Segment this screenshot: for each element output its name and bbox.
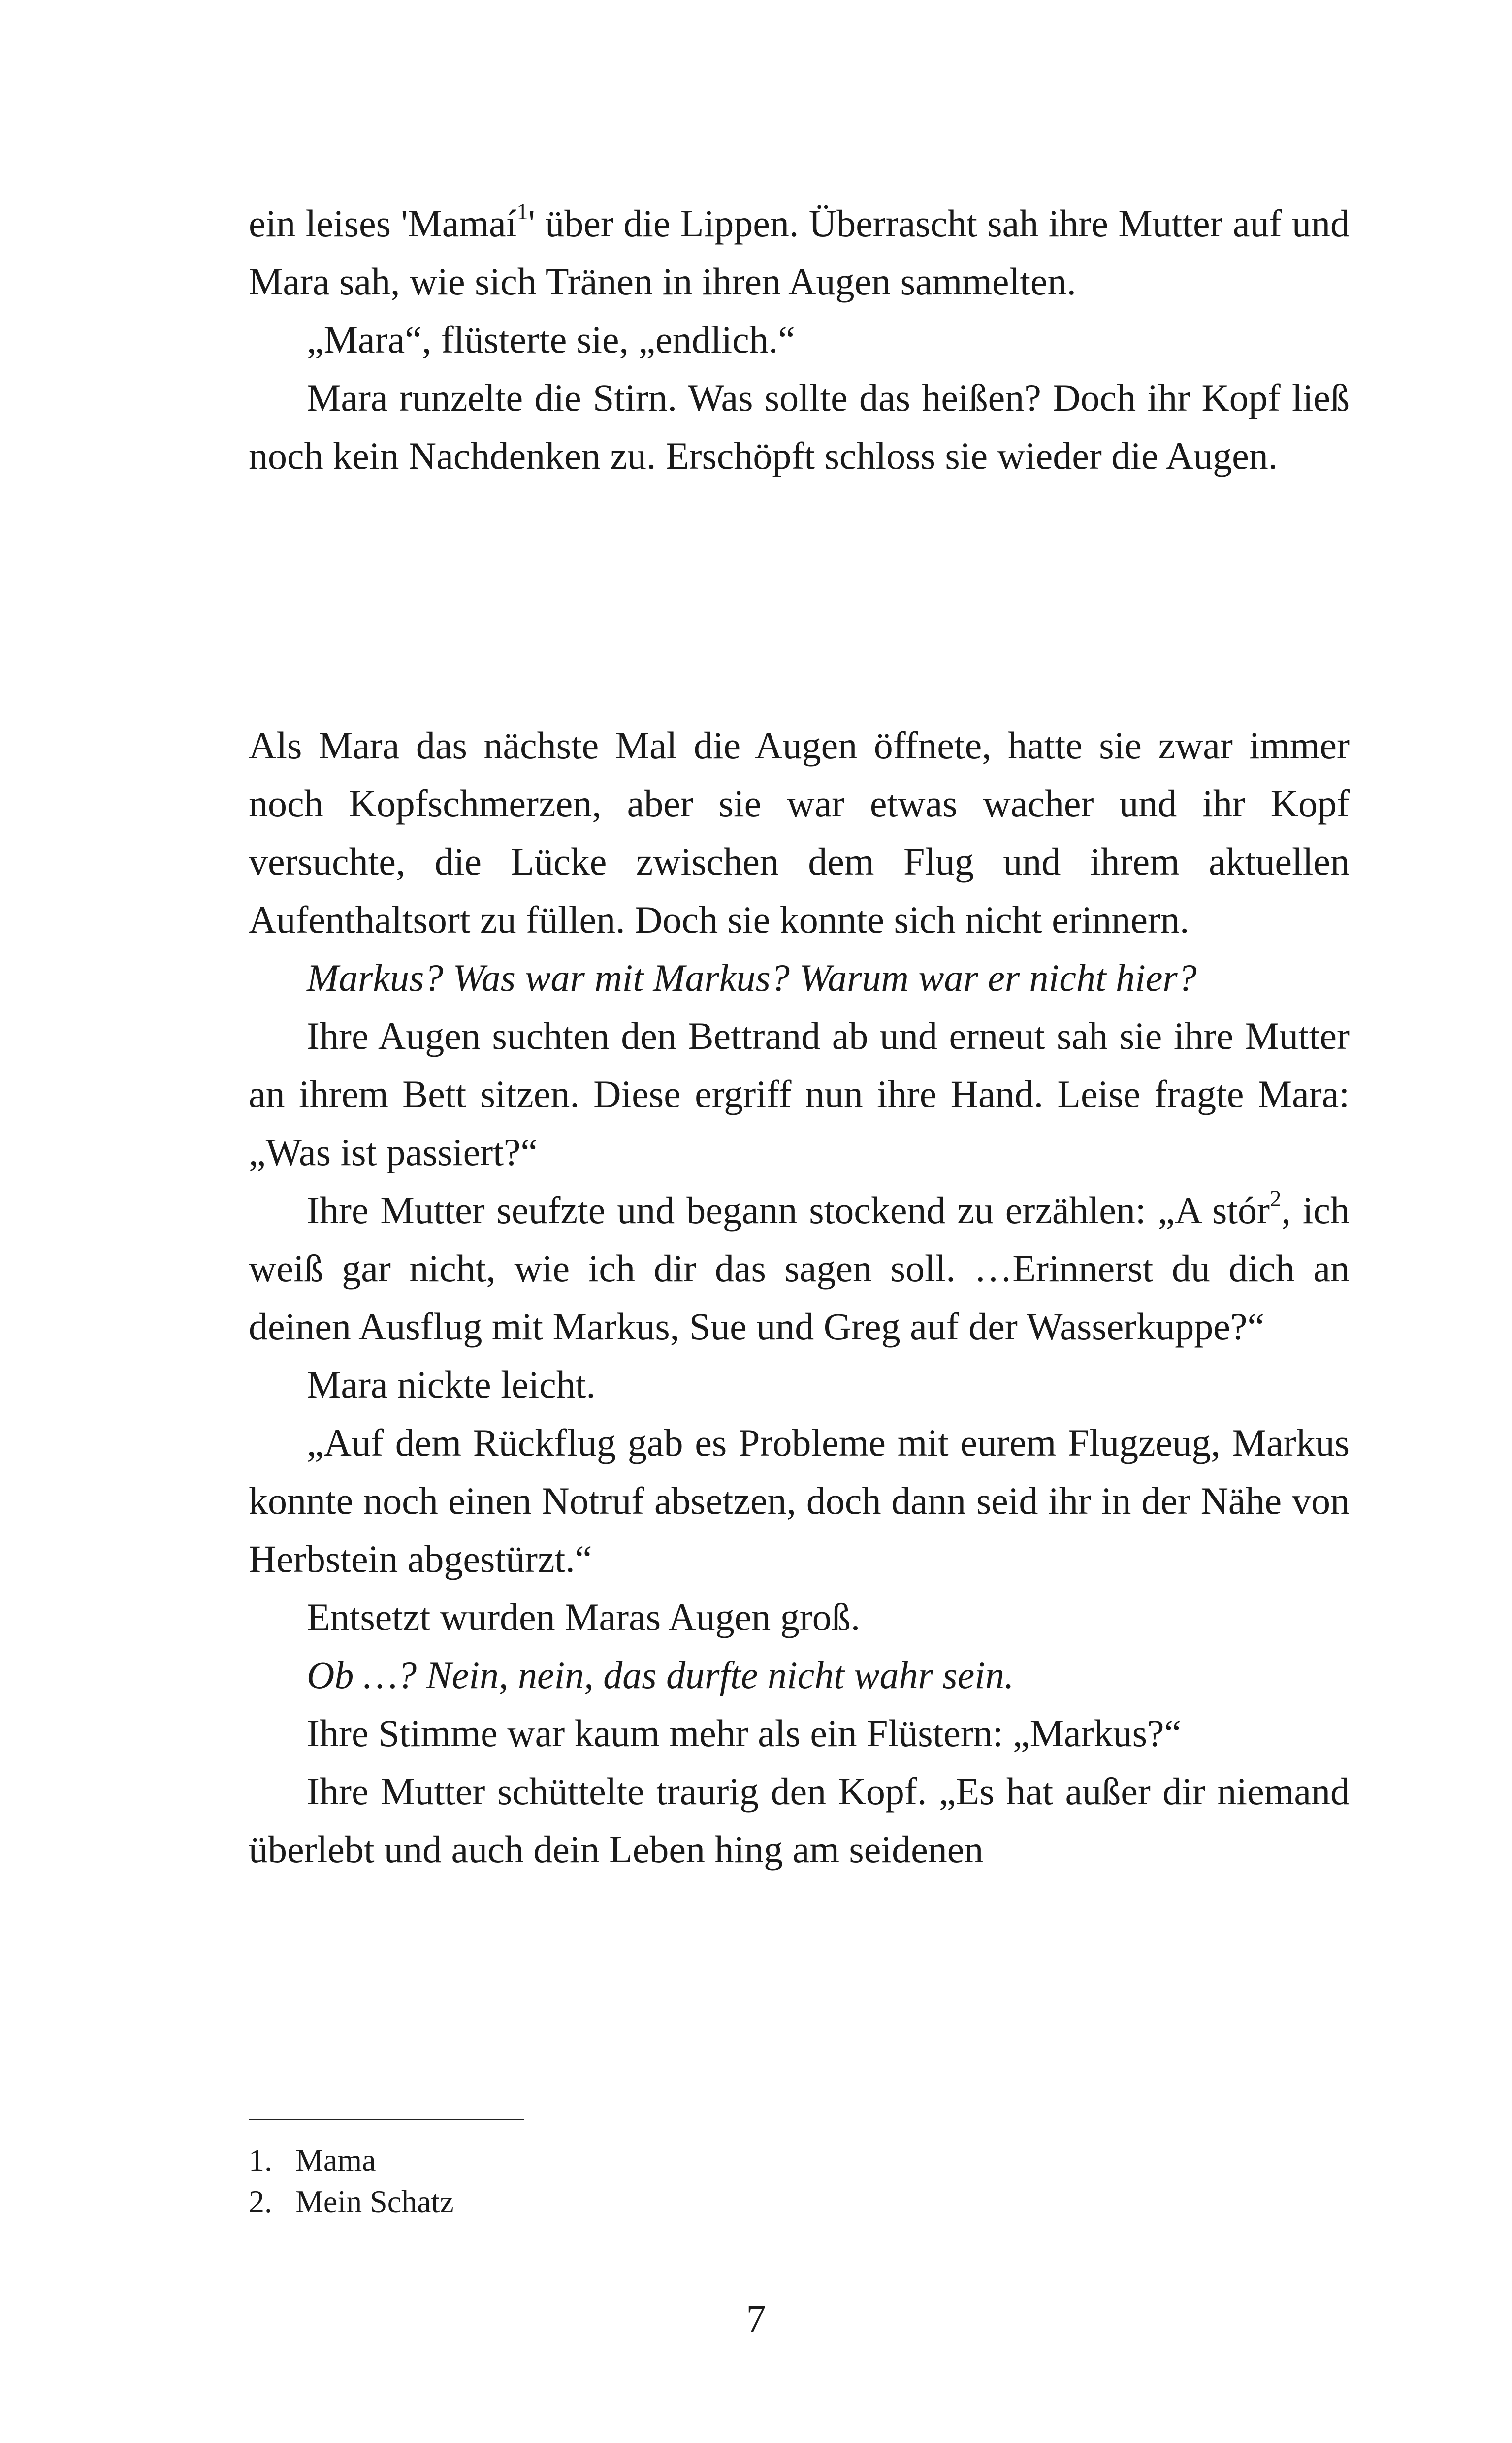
footnote-divider xyxy=(249,2119,524,2120)
footnote-ref-1: 1 xyxy=(516,198,528,225)
paragraph: „Mara“, flüsterte sie, „endlich.“ xyxy=(307,318,795,361)
footnote-text: Mama xyxy=(295,2143,376,2178)
footnote-ref-2: 2 xyxy=(1269,1185,1282,1211)
paragraph: Als Mara das nächste Mal die Augen öffnete, hatte sie zwar immer noch Kopfschmerzen, aber sie war etwas wacher und ihr Kopf versuchte, die Lücke zwischen dem Flug und ihrem aktuellen Aufenthaltsort zu füllen. Doch sie konnte sich nicht erinnern. xyxy=(249,724,1350,941)
paragraph: Ihre Stimme war kaum mehr als ein Flüstern: „Markus?“ xyxy=(307,1712,1182,1755)
paragraph: „Auf dem Rückflug gab es Probleme mit eurem Flugzeug, Markus konnte noch einen Notruf absetzen, doch dann seid ihr in der Nähe von Herbstein abgestürzt.“ xyxy=(249,1421,1350,1580)
paragraph: Entsetzt wurden Maras Augen groß. xyxy=(307,1596,861,1638)
footnote-item xyxy=(249,2181,454,2222)
footnotes-list xyxy=(249,2140,454,2222)
italic-thought: Markus? Was war mit Markus? Warum war er nicht hier? xyxy=(307,956,1197,999)
paragraph: Mara nickte leicht. xyxy=(307,1363,596,1406)
paragraph: Ihre Augen suchten den Bettrand ab und erneut sah sie ihre Mutter an ihrem Bett sitzen. Diese ergriff nun ihre Hand. Leise fragte Mara: „Was ist passiert?“ xyxy=(249,1014,1350,1173)
paragraph: Ihre Mutter schüttelte traurig den Kopf. „Es hat außer dir niemand überlebt und auch dein Leben hing am seidenen xyxy=(249,1770,1350,1871)
paragraph: Mara runzelte die Stirn. Was sollte das heißen? Doch ihr Kopf ließ noch kein Nachdenken zu. Erschöpft schloss sie wieder die Augen. xyxy=(249,376,1350,477)
italic-thought: Ob …? Nein, nein, das durfte nicht wahr sein. xyxy=(307,1654,1014,1696)
footnote-item xyxy=(249,2140,454,2181)
footnote-number: 2. xyxy=(249,2184,272,2219)
paragraph: Ihre Mutter seufzte und begann stockend zu erzählen: „A stór$^2$, ich weiß gar nicht, wie ich dir das sagen soll. …Erinnerst du dich an deinen Ausflug mit Markus, Sue und Greg auf der Wasserkuppe?“ xyxy=(249,1185,1350,1348)
page-number: 7 xyxy=(746,2298,766,2341)
footnote-number: 1. xyxy=(249,2143,272,2178)
body-text-section-1 xyxy=(249,195,1350,485)
paragraph: ein leises 'Mamaí$^1$' über die Lippen. Überrascht sah ihre Mutter auf und Mara sah, wie sich Tränen in ihren Augen sammelten. xyxy=(249,198,1350,303)
body-text-section-2 xyxy=(249,717,1350,1879)
footnote-text: Mein Schatz xyxy=(295,2184,454,2219)
